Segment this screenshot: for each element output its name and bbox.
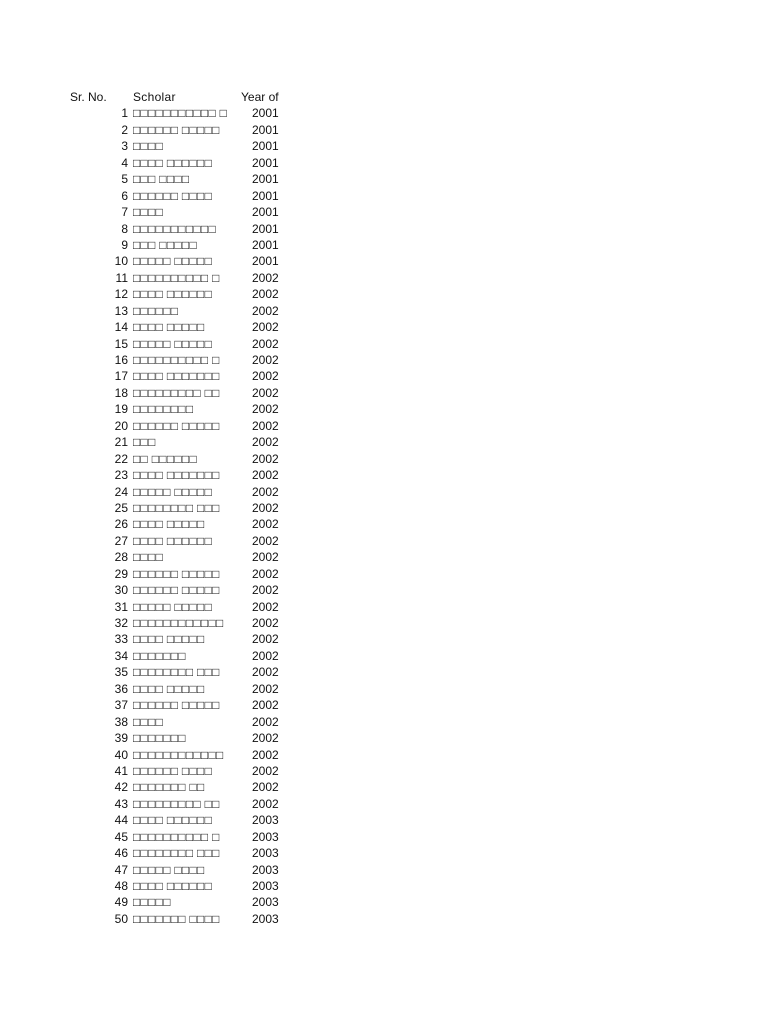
year-cell: 2002 [252,796,279,811]
table-row [0,319,768,335]
table-row [0,631,768,647]
scholar-cell: □□□□□□□□□□ □ [133,829,220,844]
sr-no-cell: 49 [114,895,128,910]
scholar-cell: □□□□ □□□□□□□ [133,369,220,384]
sr-no-cell: 2 [121,122,128,137]
sr-no-cell: 19 [114,402,128,417]
scholar-table [0,89,768,927]
sr-no-cell: 7 [121,205,128,220]
sr-no-cell: 11 [115,270,128,285]
table-row [0,105,768,121]
scholar-cell: □□□□□□□□ □□□ [133,846,220,861]
year-cell: 2002 [252,320,279,335]
sr-no-cell: 45 [114,829,128,844]
year-cell: 2002 [252,287,279,302]
year-cell: 2001 [252,106,279,121]
sr-no-cell: 50 [114,911,128,926]
scholar-cell: □□□□ □□□□□□□ [133,468,220,483]
scholar-cell: □□□□□□□□□□□□ [133,747,224,762]
table-row [0,582,768,598]
table-row [0,697,768,713]
sr-no-cell: 44 [114,813,128,828]
scholar-cell: □□□□ [133,550,164,565]
year-cell: 2002 [252,747,279,762]
scholar-cell: □□□□□□□ □□□□ [133,911,220,926]
scholar-cell: □□□□□ □□□□□ [133,336,213,351]
sr-no-cell: 18 [114,385,128,400]
sr-no-cell: 5 [121,172,128,187]
sr-no-cell: 10 [114,254,128,269]
table-row [0,385,768,401]
year-cell: 2003 [252,813,279,828]
sr-no-cell: 20 [114,418,128,433]
scholar-cell: □□□□ □□□□□□ [133,813,213,828]
table-row [0,566,768,582]
scholar-cell: □□□□ □□□□□□ [133,879,213,893]
scholar-cell: □□□ □□□□□ [133,237,198,252]
table-row [0,270,768,286]
scholar-cell: □□□□□□ □□□□□ [133,122,220,137]
year-cell: 2002 [252,714,279,729]
year-cell: 2002 [252,402,279,417]
sr-no-cell: 13 [114,303,128,318]
table-row [0,253,768,269]
scholar-cell: □□□□□□□□□□□ □ [133,106,228,121]
table-row [0,303,768,319]
sr-no-cell: 25 [114,500,128,515]
table-row [0,122,768,138]
table-row [0,549,768,565]
sr-no-cell: 28 [114,550,128,565]
scholar-cell: □□□□□□ [133,303,179,318]
year-cell: 2002 [252,303,279,318]
scholar-cell: □□□□□ □□□□□ [133,254,213,269]
table-row [0,796,768,812]
sr-no-cell: 47 [114,862,128,877]
table-row [0,812,768,828]
sr-no-cell: 23 [114,468,128,483]
table-row [0,138,768,154]
scholar-cell: □□□□ □□□□□□ [133,533,213,548]
year-cell: 2002 [252,369,279,384]
year-cell: 2002 [252,780,279,795]
year-cell: 2001 [252,188,279,203]
year-cell: 2002 [252,632,279,647]
year-cell: 2002 [252,583,279,598]
year-cell: 2003 [252,829,279,844]
table-row [0,418,768,434]
table-row [0,829,768,845]
scholar-cell: □□□□□□□□□□ □ [133,270,220,285]
sr-no-cell: 29 [114,566,128,581]
sr-no-cell: 33 [114,632,128,647]
scholar-cell: □□□□□ □□□□ [133,862,205,877]
scholar-cell: □□□ □□□□ [133,172,190,187]
year-cell: 2002 [252,533,279,548]
sr-no-cell: 48 [114,879,128,893]
scholar-cell: □□□□□□□□□ □□ [133,385,220,400]
table-row [0,730,768,746]
scholar-cell: □□□□□□ □□□□ [133,763,213,778]
scholar-cell: □□□□ □□□□□ [133,320,205,335]
sr-no-cell: 22 [114,451,128,466]
sr-no-cell: 37 [114,698,128,713]
table-row [0,911,768,927]
scholar-cell: □□□□□□□□□□□□ [133,616,224,630]
sr-no-cell: 14 [114,320,128,335]
table-row [0,714,768,730]
table-row [0,599,768,615]
year-cell: 2001 [252,205,279,220]
scholar-cell: □□□□□□□□□□ □ [133,353,220,367]
table-row [0,763,768,779]
scholar-cell: □□ □□□□□□ [133,451,198,466]
sr-no-cell: 6 [121,188,128,203]
table-row [0,467,768,483]
year-cell: 2002 [252,599,279,614]
scholar-cell: □□□□□ □□□□□ [133,484,213,499]
table-row [0,500,768,516]
scholar-cell: □□□□□ [133,895,171,910]
sr-no-cell: 31 [114,599,128,614]
sr-no-cell: 9 [121,237,128,252]
table-row [0,434,768,450]
year-cell: 2001 [252,172,279,187]
year-cell: 2002 [252,270,279,285]
sr-no-cell: 12 [114,287,128,302]
scholar-cell: □□□□□□□□ □□□ [133,665,220,680]
year-cell: 2001 [252,221,279,236]
sr-no-cell: 1 [121,106,128,121]
year-cell: 2002 [252,616,279,630]
scholar-cell: □□□□ [133,714,164,729]
table-row [0,648,768,664]
year-cell: 2003 [252,895,279,910]
sr-no-cell: 35 [114,665,128,680]
year-cell: 2003 [252,862,279,877]
header-scholar: Scholar [133,90,176,104]
year-cell: 2003 [252,846,279,861]
sr-no-cell: 46 [114,846,128,861]
table-row [0,664,768,680]
scholar-cell: □□□□□□□ [133,731,186,746]
year-cell: 2002 [252,550,279,565]
sr-no-cell: 40 [114,747,128,762]
table-row [0,188,768,204]
scholar-cell: □□□□ □□□□□ [133,681,205,696]
sr-no-cell: 8 [121,221,128,236]
year-cell: 2001 [252,122,279,137]
table-row [0,484,768,500]
sr-no-cell: 39 [114,731,128,746]
table-row [0,171,768,187]
year-cell: 2002 [252,484,279,499]
scholar-cell: □□□□ □□□□□ [133,632,205,647]
sr-no-cell: 43 [114,796,128,811]
year-cell: 2002 [252,353,279,367]
sr-no-cell: 15 [114,336,128,351]
table-row [0,533,768,549]
year-cell: 2002 [252,698,279,713]
scholar-cell: □□□□ [133,205,164,220]
sr-no-cell: 16 [114,353,128,367]
table-row [0,204,768,220]
year-cell: 2001 [252,254,279,269]
scholar-cell: □□□□□ □□□□□ [133,599,213,614]
table-row [0,747,768,763]
year-cell: 2002 [252,731,279,746]
scholar-cell: □□□□□□□ [133,648,186,663]
table-row [0,352,768,368]
scholar-cell: □□□□ [133,139,164,154]
year-cell: 2002 [252,468,279,483]
year-cell: 2001 [252,155,279,170]
sr-no-cell: 41 [114,763,128,778]
table-row [0,681,768,697]
sr-no-cell: 34 [114,648,128,663]
year-cell: 2002 [252,435,279,450]
table-row [0,845,768,861]
sr-no-cell: 36 [114,681,128,696]
scholar-cell: □□□□□□□□□ □□ [133,796,220,811]
scholar-cell: □□□□□□ □□□□□ [133,418,220,433]
scholar-cell: □□□□□□□□ □□□ [133,500,220,515]
sr-no-cell: 26 [114,517,128,532]
table-row [0,368,768,384]
table-body [0,105,768,927]
scholar-cell: □□□□ □□□□□□ [133,155,213,170]
table-row [0,779,768,795]
sr-no-cell: 27 [114,533,128,548]
scholar-cell: □□□□□□ □□□□ [133,188,213,203]
scholar-cell: □□□□□□ □□□□□ [133,566,220,581]
scholar-cell: □□□□ □□□□□ [133,517,205,532]
year-cell: 2002 [252,385,279,400]
year-cell: 2002 [252,517,279,532]
table-row [0,615,768,631]
table-row [0,336,768,352]
table-row [0,401,768,417]
scholar-cell: □□□□□□ □□□□□ [133,698,220,713]
year-cell: 2003 [252,911,279,926]
table-row [0,878,768,894]
year-cell: 2001 [252,139,279,154]
sr-no-cell: 24 [114,484,128,499]
scholar-cell: □□□□□□□□□□□ [133,221,217,236]
year-cell: 2002 [252,451,279,466]
scholar-cell: □□□ [133,435,156,450]
table-row [0,516,768,532]
header-year: Year of [241,90,279,104]
table-row [0,862,768,878]
header-sr-no: Sr. No. [70,90,107,104]
sr-no-cell: 30 [114,583,128,598]
sr-no-cell: 4 [121,155,128,170]
scholar-cell: □□□□ □□□□□□ [133,287,213,302]
table-row [0,155,768,171]
sr-no-cell: 32 [114,616,128,630]
year-cell: 2002 [252,665,279,680]
year-cell: 2001 [252,237,279,252]
table-row [0,894,768,910]
sr-no-cell: 17 [114,369,128,384]
scholar-cell: □□□□□□□ □□ [133,780,205,795]
year-cell: 2002 [252,648,279,663]
year-cell: 2002 [252,566,279,581]
sr-no-cell: 21 [114,435,128,450]
table-row [0,237,768,253]
sr-no-cell: 3 [121,139,128,154]
table-row [0,286,768,302]
year-cell: 2002 [252,763,279,778]
table-row [0,451,768,467]
year-cell: 2002 [252,418,279,433]
year-cell: 2002 [252,500,279,515]
sr-no-cell: 42 [114,780,128,795]
year-cell: 2002 [252,336,279,351]
table-row [0,221,768,237]
sr-no-cell: 38 [114,714,128,729]
scholar-cell: □□□□□□ □□□□□ [133,583,220,598]
year-cell: 2003 [252,879,279,893]
scholar-cell: □□□□□□□□ [133,402,194,417]
year-cell: 2002 [252,681,279,696]
header-row [0,89,768,105]
